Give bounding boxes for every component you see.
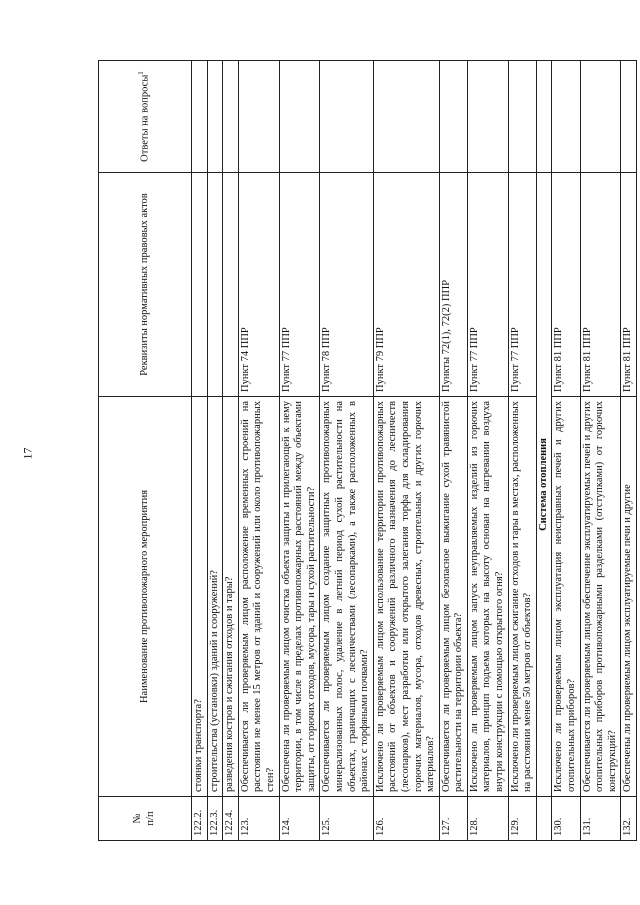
- measure-text: Обеспечены ли проверяемым лицом эксплуатируемые печи и другие: [621, 397, 637, 797]
- table-row: [508, 61, 536, 841]
- table-row: [320, 61, 373, 841]
- row-number: 129.: [508, 797, 536, 841]
- answer-cell[interactable]: [439, 61, 467, 173]
- section-row: [536, 61, 552, 841]
- requisites-text: Пункт 81 ППР: [580, 173, 621, 397]
- requisites-text: Пункт 77 ППР: [508, 173, 536, 397]
- row-number: 127.: [439, 797, 467, 841]
- row-number: 123.: [238, 797, 279, 841]
- table-row: [552, 61, 580, 841]
- answer-cell[interactable]: [192, 61, 208, 173]
- answer-cell[interactable]: [536, 61, 552, 173]
- table-row: [223, 61, 239, 841]
- requisites-text: Пункт 78 ППР: [320, 173, 373, 397]
- row-number: 131.: [580, 797, 621, 841]
- measure-text: Исключено ли проверяемым лицом эксплуатация неисправных печей и других отопительных приборов?: [552, 397, 580, 797]
- header-requisites: Реквизиты нормативных правовых актов: [99, 173, 192, 397]
- measure-text: Обеспечивается ли проверяемым лицом создание защитных противопожарных минерализованных полос, удаление в летний период сухой растительности на объектах, граничащих с лесничествами (лесопарками), а также расположенных в районах с торфяными почвами?: [320, 397, 373, 797]
- measure-text: Исключено ли проверяемым лицом сжигание отходов и тары в местах, расположенных на расстоянии менее 50 метров от объектов?: [508, 397, 536, 797]
- answer-cell[interactable]: [320, 61, 373, 173]
- answer-cell[interactable]: [467, 61, 508, 173]
- row-number: 122.4.: [223, 797, 239, 841]
- header-num: № п/п: [99, 797, 192, 841]
- measure-text: Обеспечивается ли проверяемым лицом обеспечение эксплуатируемых печей и других отопительных приборов противопожарными разделками (отступками) от горючих конструкций?: [580, 397, 621, 797]
- header-answers-footnote: 1: [137, 71, 146, 75]
- requisites-text: Пункт 74 ППР: [238, 173, 279, 397]
- answer-cell[interactable]: [621, 61, 637, 173]
- table-row: [279, 61, 320, 841]
- table-row: [192, 61, 208, 841]
- requisites-text: Пункт 81 ППР: [621, 173, 637, 397]
- answer-cell[interactable]: [508, 61, 536, 173]
- table-row: [580, 61, 621, 841]
- table-row: [238, 61, 279, 841]
- row-number: 126.: [373, 797, 439, 841]
- table-row: [207, 61, 223, 841]
- row-number: 130.: [552, 797, 580, 841]
- answer-cell[interactable]: [238, 61, 279, 173]
- requisites-text: Пункт 79 ППР: [373, 173, 439, 397]
- table-body: [192, 61, 637, 841]
- measure-text: разведения костров и сжигания отходов и тары?: [223, 397, 239, 797]
- page-number: 17: [20, 447, 35, 460]
- answer-cell[interactable]: [207, 61, 223, 173]
- requisites-text: Пункт 77 ППР: [467, 173, 508, 397]
- measure-text: Исключено ли проверяемым лицом запуск неуправляемых изделий из горючих материалов, принцип подъема которых на высоту основан на нагревании воздуха внутри конструкции с помощью открытого огня?: [467, 397, 508, 797]
- requisites-text: Пункт 77 ППР: [279, 173, 320, 397]
- answer-cell[interactable]: [552, 61, 580, 173]
- row-number: 122.3.: [207, 797, 223, 841]
- measure-text: Обеспечивается ли проверяемым лицом расположение временных строений на расстоянии не менее 15 метров от зданий и сооружений или около противопожарных стен?: [238, 397, 279, 797]
- table-row: [467, 61, 508, 841]
- section-title: Система отопления: [536, 173, 552, 797]
- table-row: [373, 61, 439, 841]
- answer-cell[interactable]: [223, 61, 239, 173]
- table-row: [621, 61, 637, 841]
- requisites-text: Пункт 81 ППР: [552, 173, 580, 397]
- answer-cell[interactable]: [279, 61, 320, 173]
- measure-text: строительства (установки) зданий и сооружений?: [207, 397, 223, 797]
- fire-safety-checklist-table: [98, 60, 637, 841]
- measure-text: стоянки транспорта?: [192, 397, 208, 797]
- header-answers: [99, 61, 192, 173]
- header-answers-label: Ответы на вопросы: [139, 74, 151, 162]
- requisites-text: Пункты 72(1), 72(2) ППР: [439, 173, 467, 397]
- measure-text: Обеспечивается ли проверяемым лицом безопасное выжигание сухой травянистой растительности на территории объекта?: [439, 397, 467, 797]
- row-number: 125.: [320, 797, 373, 841]
- section-num-cell: [536, 797, 552, 841]
- answer-cell[interactable]: [373, 61, 439, 173]
- row-number: 132.: [621, 797, 637, 841]
- row-number: 128.: [467, 797, 508, 841]
- header-name: Наименование противопожарного мероприятия: [99, 397, 192, 797]
- requisites-text: [223, 173, 239, 397]
- measure-text: Обеспечена ли проверяемым лицом очистка объекта защиты и прилегающей к нему территории, в том числе в пределах противопожарных расстояний между объектами защиты, от горючих отходов, мусора, тары и сухой растительности?: [279, 397, 320, 797]
- requisites-text: [207, 173, 223, 397]
- table-row: [439, 61, 467, 841]
- measure-text: Исключено ли проверяемым лицом использование территории противопожарных расстояний от объектов и сооружений различного назначения до лесничеств (лесопарков), мест разработки или открытого залегания торфа для складирования горючих материалов, мусора, отходов древесных, строительных и других горючих материалов?: [373, 397, 439, 797]
- answer-cell[interactable]: [580, 61, 621, 173]
- requisites-text: [192, 173, 208, 397]
- row-number: 122.2.: [192, 797, 208, 841]
- rotated-table-container: [98, 61, 634, 841]
- row-number: 124.: [279, 797, 320, 841]
